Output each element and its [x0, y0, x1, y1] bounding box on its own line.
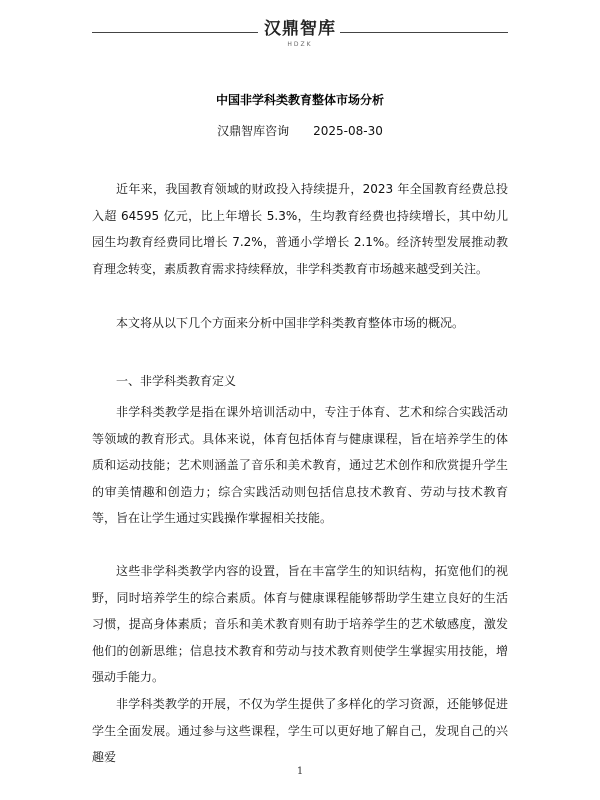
logo-text: 汉鼎智库: [264, 19, 336, 39]
page-number: 1: [296, 766, 304, 777]
byline-author: 汉鼎智库咨询: [217, 124, 290, 138]
page-header: [0, 18, 600, 52]
section-paragraph-1: 非学科类教学是指在课外培训活动中，专注于体育、艺术和综合实践活动等领域的教育形式。具体来说，体育包括体育与健康课程，旨在培养学生的体质和运动技能；艺术则涵盖了音乐和美术教育，通过艺术创作和欣赏提升学生的审美情趣和创造力；综合实践活动则包括信息技术教育、劳动与技术教育等，旨在让学生通过实践操作掌握相关技能。: [92, 405, 508, 525]
logo: [263, 18, 337, 49]
intro-paragraph-1: 近年来，我国教育领域的财政投入持续提升，2023 年全国教育经费总投入超 64595 亿元，比上年增长 5.3%，生均教育经费也持续增长，其中幼儿园生均教育经费同比增长 7.2%，普通小学增长 2.1%。经济转型发展推动教育理念转变，素质教育需求持续释放，非学科类教育市场越来越受到关注。: [92, 182, 508, 276]
document-title: 中国非学科类教育整体市场分析: [215, 93, 384, 107]
section-heading: 一、非学科类教育定义: [116, 374, 237, 388]
header-rule-right: [340, 32, 508, 33]
intro-paragraph-2: 本文将从以下几个方面来分析中国非学科类教育整体市场的概况。: [116, 316, 465, 330]
header-rule-left: [92, 32, 258, 33]
byline-date: 2025-08-30: [313, 124, 383, 138]
byline: [0, 122, 600, 139]
logo-subtext: HDZK: [287, 41, 313, 48]
section-paragraph-2: 这些非学科类教学内容的设置，旨在丰富学生的知识结构，拓宽他们的视野，同时培养学生的综合素质。体育与健康课程能够帮助学生建立良好的生活习惯，提高身体素质；音乐和美术教育则有助于培养学生的艺术敏感度，激发他们的创新思维；信息技术教育和劳动与技术教育则使学生掌握实用技能，增强动手能力。: [92, 564, 508, 684]
section-paragraph-3: 非学科类教学的开展，不仅为学生提供了多样化的学习资源，还能够促进学生全面发展。通过参与这些课程，学生可以更好地了解自己，发现自己的兴趣爱: [92, 697, 508, 764]
